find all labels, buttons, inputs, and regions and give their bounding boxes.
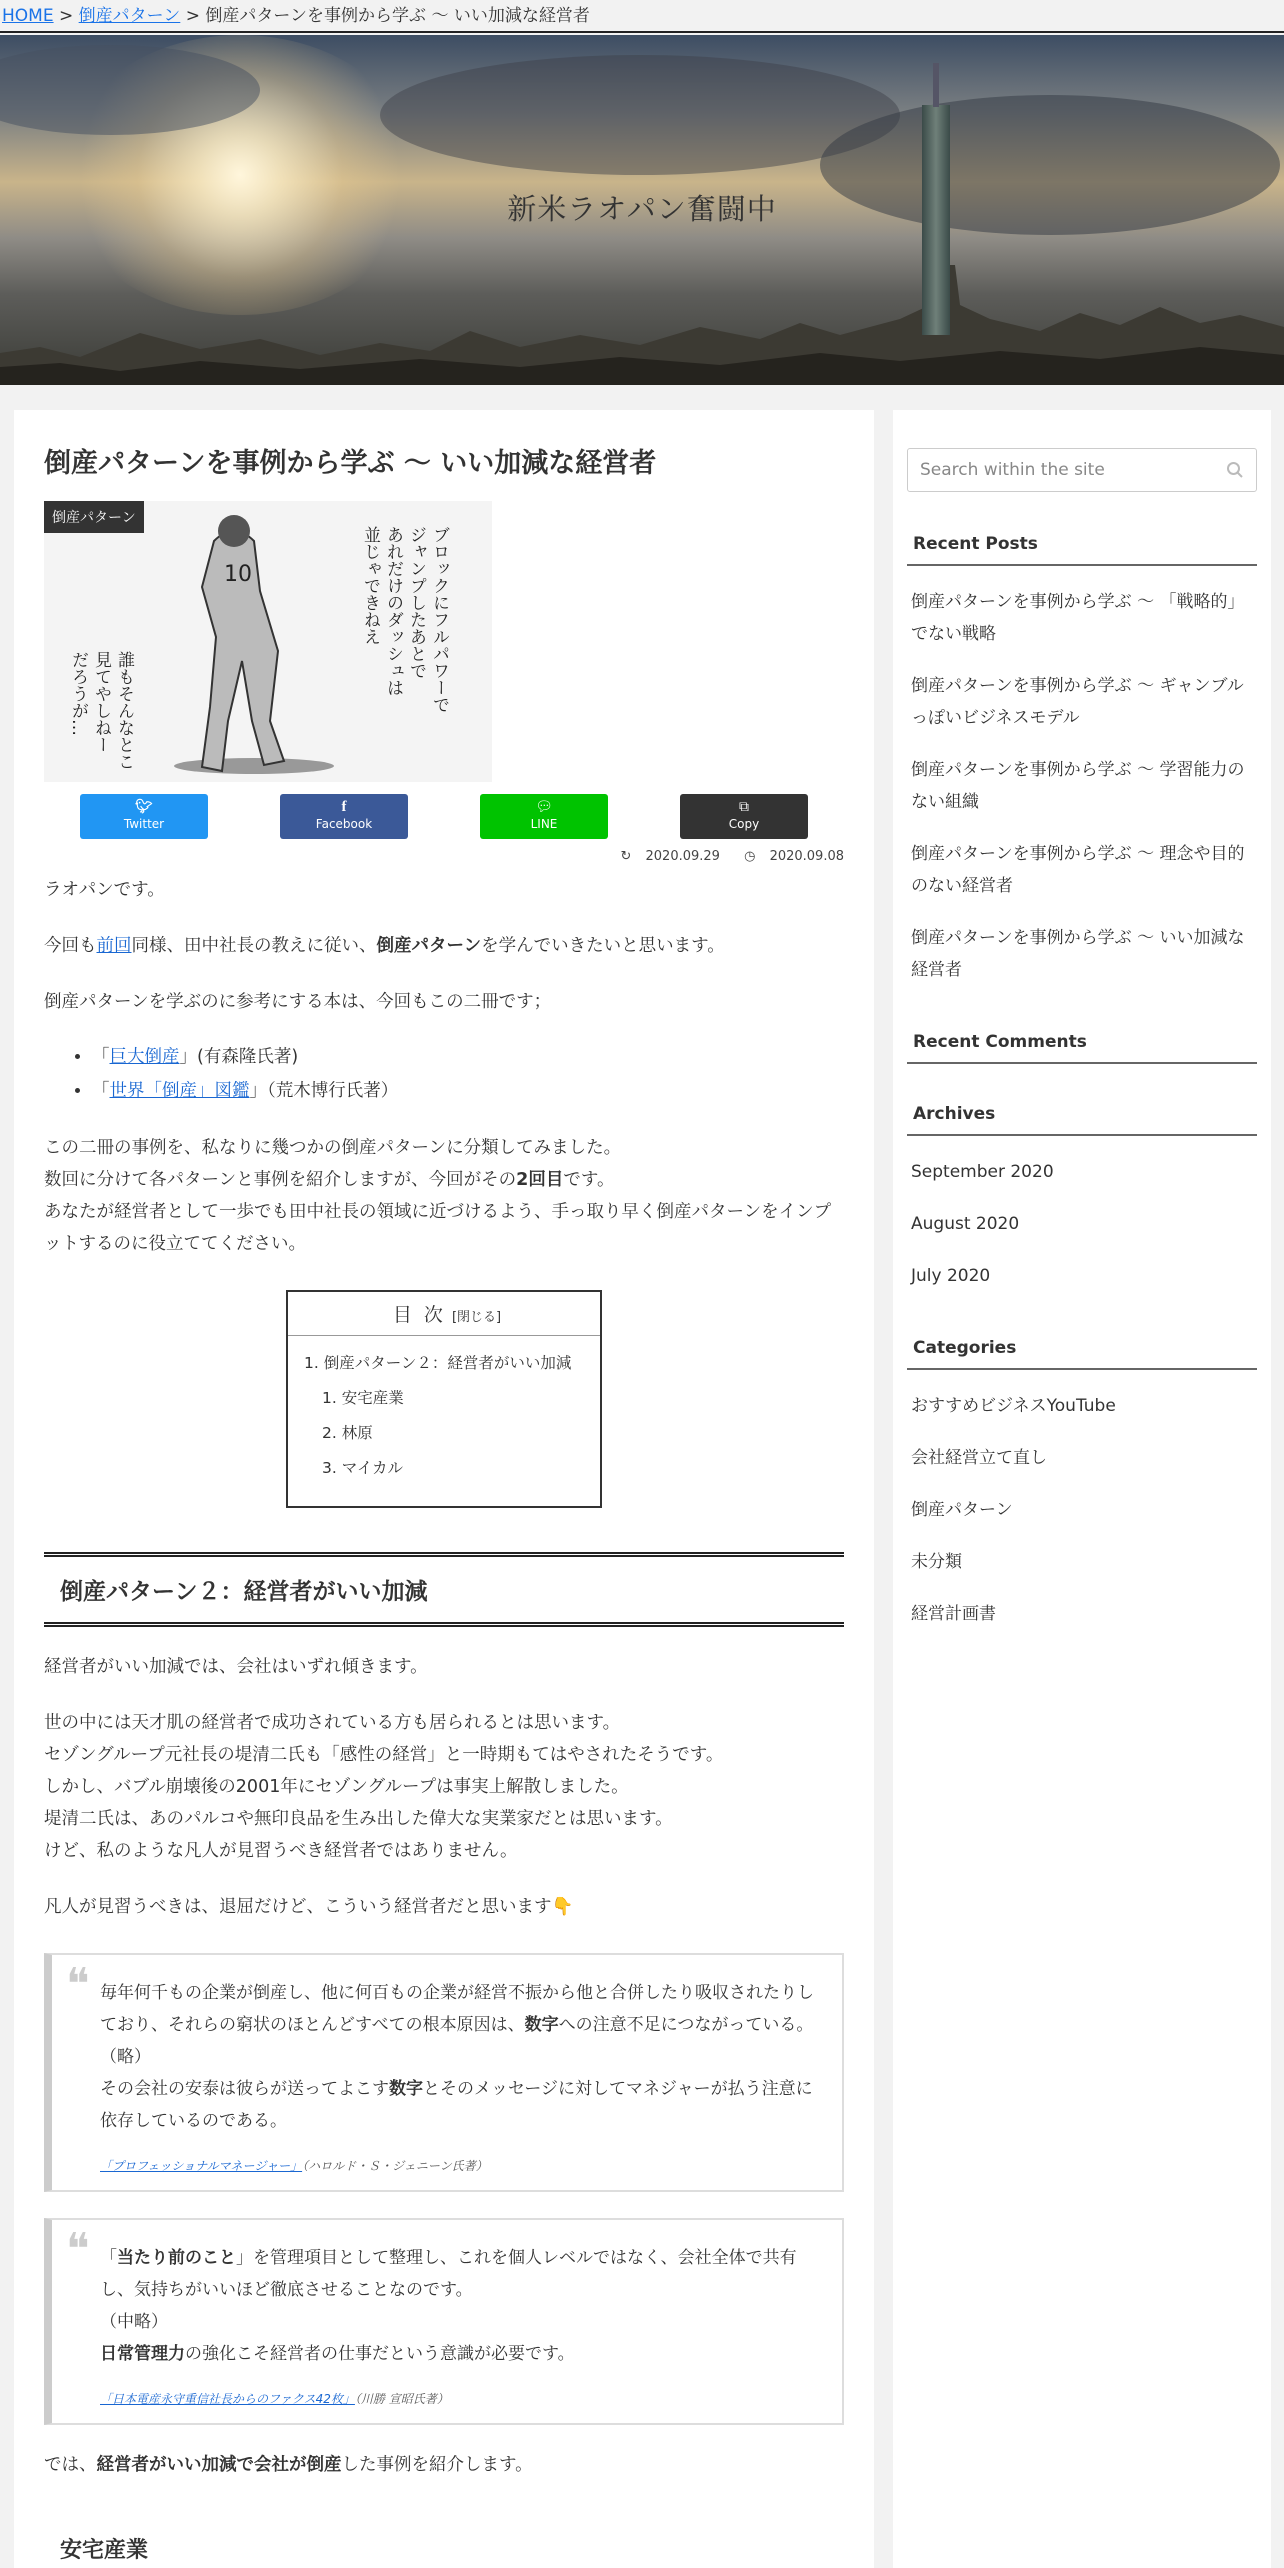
share-line-button[interactable] bbox=[480, 794, 608, 839]
book-link[interactable]: 世界「倒産」図鑑 bbox=[109, 1080, 250, 1101]
svg-text:誰もそんなとこ: 誰もそんなとこ bbox=[114, 650, 134, 770]
categories-list bbox=[907, 1390, 1257, 1630]
svg-text:見てやしねー: 見てやしねー bbox=[91, 650, 111, 753]
paragraph: では、経営者がいい加減で会社が倒産した事例を紹介します。 bbox=[44, 2454, 533, 2475]
paragraph: この二冊の事例を、私なりに幾つかの倒産パターンに分類してみました。 数回に分けて各パターンと事例を紹介しますが、今回がその2回目です。 あなたが経営者として一歩でも田中社長の領域に近づけるよう、手っ取り早く倒産パターンをインプットするのに役立ててください。 bbox=[44, 1137, 832, 1254]
recent-post-link[interactable]: 倒産パターンを事例から学ぶ ～ 「戦略的」でない戦略 bbox=[911, 592, 1245, 644]
toc-item[interactable]: 3. マイカル bbox=[322, 1458, 403, 1477]
clock-icon: ◷ bbox=[744, 848, 756, 864]
archive-link[interactable]: September 2020 bbox=[911, 1162, 1054, 1182]
site-title[interactable]: 新米ラオパン奮闘中 bbox=[507, 192, 777, 226]
svg-text:並じゃできねえ: 並じゃできねえ bbox=[360, 525, 380, 645]
toc-item[interactable]: 1. 倒産パターン２：経営者がいい加減 1. 安宅産業 2. 林原 3. マイカル bbox=[304, 1346, 590, 1486]
breadcrumb-separator: > bbox=[180, 6, 206, 26]
widget-title: Recent Posts bbox=[907, 528, 1257, 566]
search-input[interactable] bbox=[907, 448, 1257, 492]
twitter-icon: 🐦︎ bbox=[135, 798, 153, 815]
svg-text:10: 10 bbox=[224, 561, 252, 587]
svg-text:ジャンプしたあとで: ジャンプしたあとで bbox=[406, 525, 426, 679]
blockquote: ❝ 毎年何千もの企業が倒産し、他に何百もの企業が経営不振から他と合併したり吸収されたりしており、それらの窮状のほとんどすべての根本原因は、数字への注意不足につながっている。（略） その会社の安泰は彼らが送ってよこす数字とそのメッセージに対してマネジャーが払う注意に依存しているのである。 「プロフェッショナルマネージャー」（ハロルド・Ｓ・ジェニーン氏著） bbox=[44, 1953, 844, 2192]
breadcrumb-current: 倒産パターンを事例から学ぶ ～ いい加減な経営者 bbox=[205, 6, 590, 26]
svg-text:ブロックにフルパワーで: ブロックにフルパワーで bbox=[429, 525, 449, 713]
list-item: • 「世界「倒産」図鑑」（荒木博行氏著） bbox=[92, 1074, 844, 1108]
paragraph: 世の中には天才肌の経営者で成功されている方も居られるとは思います。 セゾングループ元社長の堤清二氏も「感性の経営」と一時期もてはやされたそうです。 しかし、バブル崩壊後の2001年にセゾングループは事実上解散しました。 堤清二氏は、あのパルコや無印良品を生み出した偉大な実業家だとは思います。 けど、私のような凡人が見習うべき経営者ではありません。 bbox=[44, 1712, 724, 1861]
main-content bbox=[14, 410, 874, 2568]
citation-link[interactable]: 「プロフェッショナルマネージャー」 bbox=[100, 2158, 303, 2173]
archive-link[interactable]: August 2020 bbox=[911, 1214, 1020, 1234]
category-badge[interactable]: 倒産パターン bbox=[44, 501, 144, 533]
archive-link[interactable]: July 2020 bbox=[911, 1266, 991, 1286]
share-label: Facebook bbox=[315, 816, 373, 831]
section-heading: 倒産パターン２：経営者がいい加減 bbox=[44, 1552, 844, 1627]
facebook-icon: f bbox=[341, 798, 347, 815]
recent-post-link[interactable]: 倒産パターンを事例から学ぶ ～ 学習能力のない組織 bbox=[911, 760, 1245, 812]
tower-spire bbox=[933, 63, 939, 107]
paragraph: 今回も前回同様、田中社長の教えに従い、倒産パターンを学んでいきたいと思います。 bbox=[44, 935, 725, 956]
divider bbox=[288, 1335, 600, 1336]
recent-post-link[interactable]: 倒産パターンを事例から学ぶ ～ いい加減な経営者 bbox=[911, 928, 1245, 980]
share-buttons bbox=[44, 794, 844, 839]
recent-post-link[interactable]: 倒産パターンを事例から学ぶ ～ 理念や目的のない経営者 bbox=[911, 844, 1245, 896]
share-facebook-button[interactable] bbox=[280, 794, 408, 839]
breadcrumb-home-link[interactable]: HOME bbox=[2, 6, 54, 26]
toc-item[interactable]: 2. 林原 bbox=[322, 1423, 373, 1442]
subsection-heading: 安宅産業 bbox=[60, 2537, 149, 2563]
paragraph: 倒産パターンを学ぶのに参考にする本は、今回もこの二冊です； bbox=[44, 991, 552, 1012]
recent-post-link[interactable]: 倒産パターンを事例から学ぶ ～ ギャンブルっぽいビジネスモデル bbox=[911, 676, 1244, 728]
header-image bbox=[0, 35, 1284, 385]
citation-link[interactable]: 「日本電産永守重信社長からのファクス42枚」 bbox=[100, 2391, 355, 2406]
city-skyline bbox=[0, 235, 1284, 385]
line-icon: 💬︎ bbox=[535, 798, 553, 815]
category-link[interactable]: 会社経営立て直し bbox=[911, 1448, 1047, 1468]
toc-title: 目 次 [閉じる] bbox=[392, 1303, 502, 1326]
widget-title: Categories bbox=[907, 1332, 1257, 1370]
widget-title: Recent Comments bbox=[907, 1026, 1257, 1064]
paragraph: ラオパンです。 bbox=[44, 879, 165, 900]
svg-text:あれだけのダッシュは: あれだけのダッシュは bbox=[383, 525, 403, 696]
share-label: Twitter bbox=[123, 816, 165, 831]
share-label: Copy bbox=[728, 816, 760, 831]
paragraph: 凡人が見習うべきは、退屈だけど、こういう経営者だと思います👇 bbox=[44, 1896, 574, 1917]
share-twitter-button[interactable] bbox=[80, 794, 208, 839]
blockquote: ❝ 「当たり前のこと」を管理項目として整理し、これを個人レベルではなく、会社全体で共有し、気持ちがいいほど徹底させることなのです。 （中略） 日常管理力の強化こそ経営者の仕事だという意識が必要です。 「日本電産永守重信社長からのファクス42枚」（川勝 宣昭氏著） bbox=[44, 2218, 844, 2425]
toc-item[interactable]: 1. 安宅産業 bbox=[322, 1388, 404, 1407]
breadcrumb bbox=[0, 0, 1284, 33]
list-item: • 「巨大倒産」(有森隆氏著) bbox=[92, 1040, 844, 1074]
previous-post-link[interactable]: 前回 bbox=[96, 935, 132, 956]
published-date: ◷ 2020.09.08 bbox=[744, 848, 844, 864]
reference-list bbox=[92, 1040, 844, 1108]
toc-toggle[interactable]: [閉じる] bbox=[451, 1309, 502, 1325]
svg-text:だろうが…: だろうが… bbox=[68, 650, 88, 736]
category-link[interactable]: 未分類 bbox=[911, 1552, 962, 1572]
quote-icon: ❝ bbox=[66, 1958, 90, 2010]
share-label: LINE bbox=[530, 816, 558, 831]
breadcrumb-category-link[interactable]: 倒産パターン bbox=[78, 6, 181, 26]
sidebar bbox=[893, 410, 1271, 2568]
post-dates bbox=[44, 849, 844, 864]
quote-icon: ❝ bbox=[66, 2223, 90, 2275]
quote-citation: 「プロフェッショナルマネージャー」（ハロルド・Ｓ・ジェニーン氏著） bbox=[100, 2158, 488, 2173]
table-of-contents bbox=[286, 1290, 602, 1508]
share-copy-button[interactable] bbox=[680, 794, 808, 839]
book-link[interactable]: 巨大倒産 bbox=[109, 1046, 180, 1067]
paragraph: 経営者がいい加減では、会社はいずれ傾きます。 bbox=[44, 1656, 428, 1677]
copy-icon: ⧉ bbox=[739, 798, 749, 815]
search-placeholder: Search within the site bbox=[920, 460, 1105, 480]
category-link[interactable]: 経営計画書 bbox=[911, 1604, 996, 1624]
recent-posts-list bbox=[907, 586, 1257, 986]
manga-illustration bbox=[44, 501, 492, 782]
search-icon[interactable] bbox=[1226, 461, 1244, 479]
article-title: 倒産パターンを事例から学ぶ ～ いい加減な経営者 bbox=[44, 448, 657, 479]
category-link[interactable]: おすすめビジネスYouTube bbox=[911, 1396, 1116, 1416]
category-link[interactable]: 倒産パターン bbox=[911, 1500, 1013, 1520]
quote-citation: 「日本電産永守重信社長からのファクス42枚」（川勝 宣昭氏著） bbox=[100, 2391, 449, 2406]
archives-list bbox=[907, 1156, 1257, 1292]
eyecatch-image bbox=[44, 501, 492, 782]
updated-date: ↻ 2020.09.29 bbox=[620, 848, 720, 864]
refresh-icon: ↻ bbox=[620, 848, 632, 864]
widget-title: Archives bbox=[907, 1098, 1257, 1136]
breadcrumb-separator: > bbox=[53, 6, 79, 26]
